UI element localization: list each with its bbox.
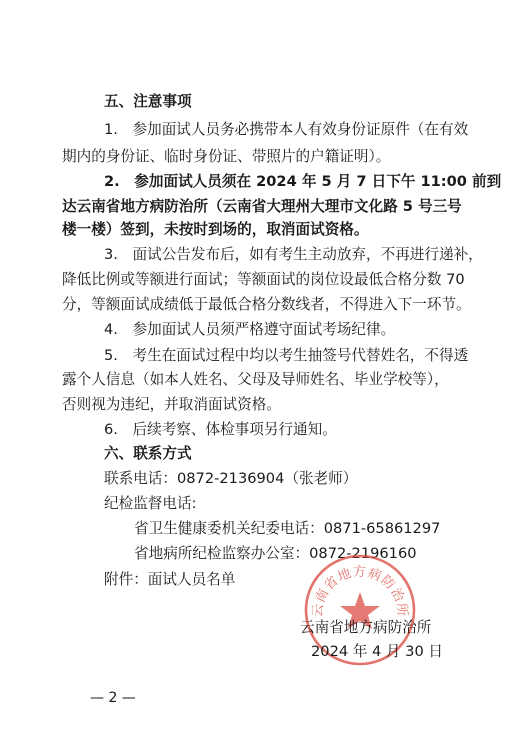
item-3-line-1: 3. 面试公告发布后，如有考生主动放弃，不再进行递补， [104,246,483,263]
item-4: 4. 参加面试人员须严格遵守面试考场纪律。 [104,321,396,338]
item-2-line-1: 2. 参加面试人员须在 2024 年 5 月 7 日下午 11:00 前到 [104,173,502,190]
item-1-line-2: 期内的身份证、临时身份证、带照片的户籍证明）。 [62,148,391,165]
page-number: — 2 — [90,690,136,706]
item-1-line-1: 1. 参加面试人员务必携带本人有效身份证原件（在有效 [104,121,469,138]
item-3-line-2: 降低比例或等额进行面试；等额面试的岗位设最低合格分数 70 [62,271,465,288]
section-five-heading: 五、注意事项 [104,93,192,110]
discipline-phone-2: 省地病所纪检监察办公室：0872-2196160 [134,545,417,562]
contact-phone: 联系电话：0872-2136904（张老师） [104,470,358,487]
signature-org: 云南省地方病防治所 [300,619,432,636]
item-5-line-3: 否则视为违纪，并取消面试资格。 [62,396,281,413]
item-5-line-1: 5. 考生在面试过程中均以考生抽签号代替姓名，不得透 [104,347,469,364]
item-2-line-2: 达云南省地方病防治所（云南省大理州大理市文化路 5 号三号 [62,198,462,215]
item-2-line-3: 楼一楼）签到，未按时到场的，取消面试资格。 [62,221,369,238]
section-six-heading: 六、联系方式 [104,445,192,462]
item-6: 6. 后续考察、体检事项另行通知。 [104,421,337,438]
discipline-phone-1: 省卫生健康委机关纪委电话：0871-65861297 [134,520,441,537]
seal-text: 云南省地方病防治所 [310,564,410,618]
discipline-label: 纪检监督电话: [104,495,197,512]
attachment-line: 附件：面试人员名单 [104,571,236,588]
signature-date: 2024 年 4 月 30 日 [311,643,443,660]
item-5-line-2: 露个人信息（如本人姓名、父母及导师姓名、毕业学校等）， [62,371,449,388]
item-3-line-3: 分，等额面试成绩低于最低合格分数线者，不得进入下一环节。 [62,296,471,313]
